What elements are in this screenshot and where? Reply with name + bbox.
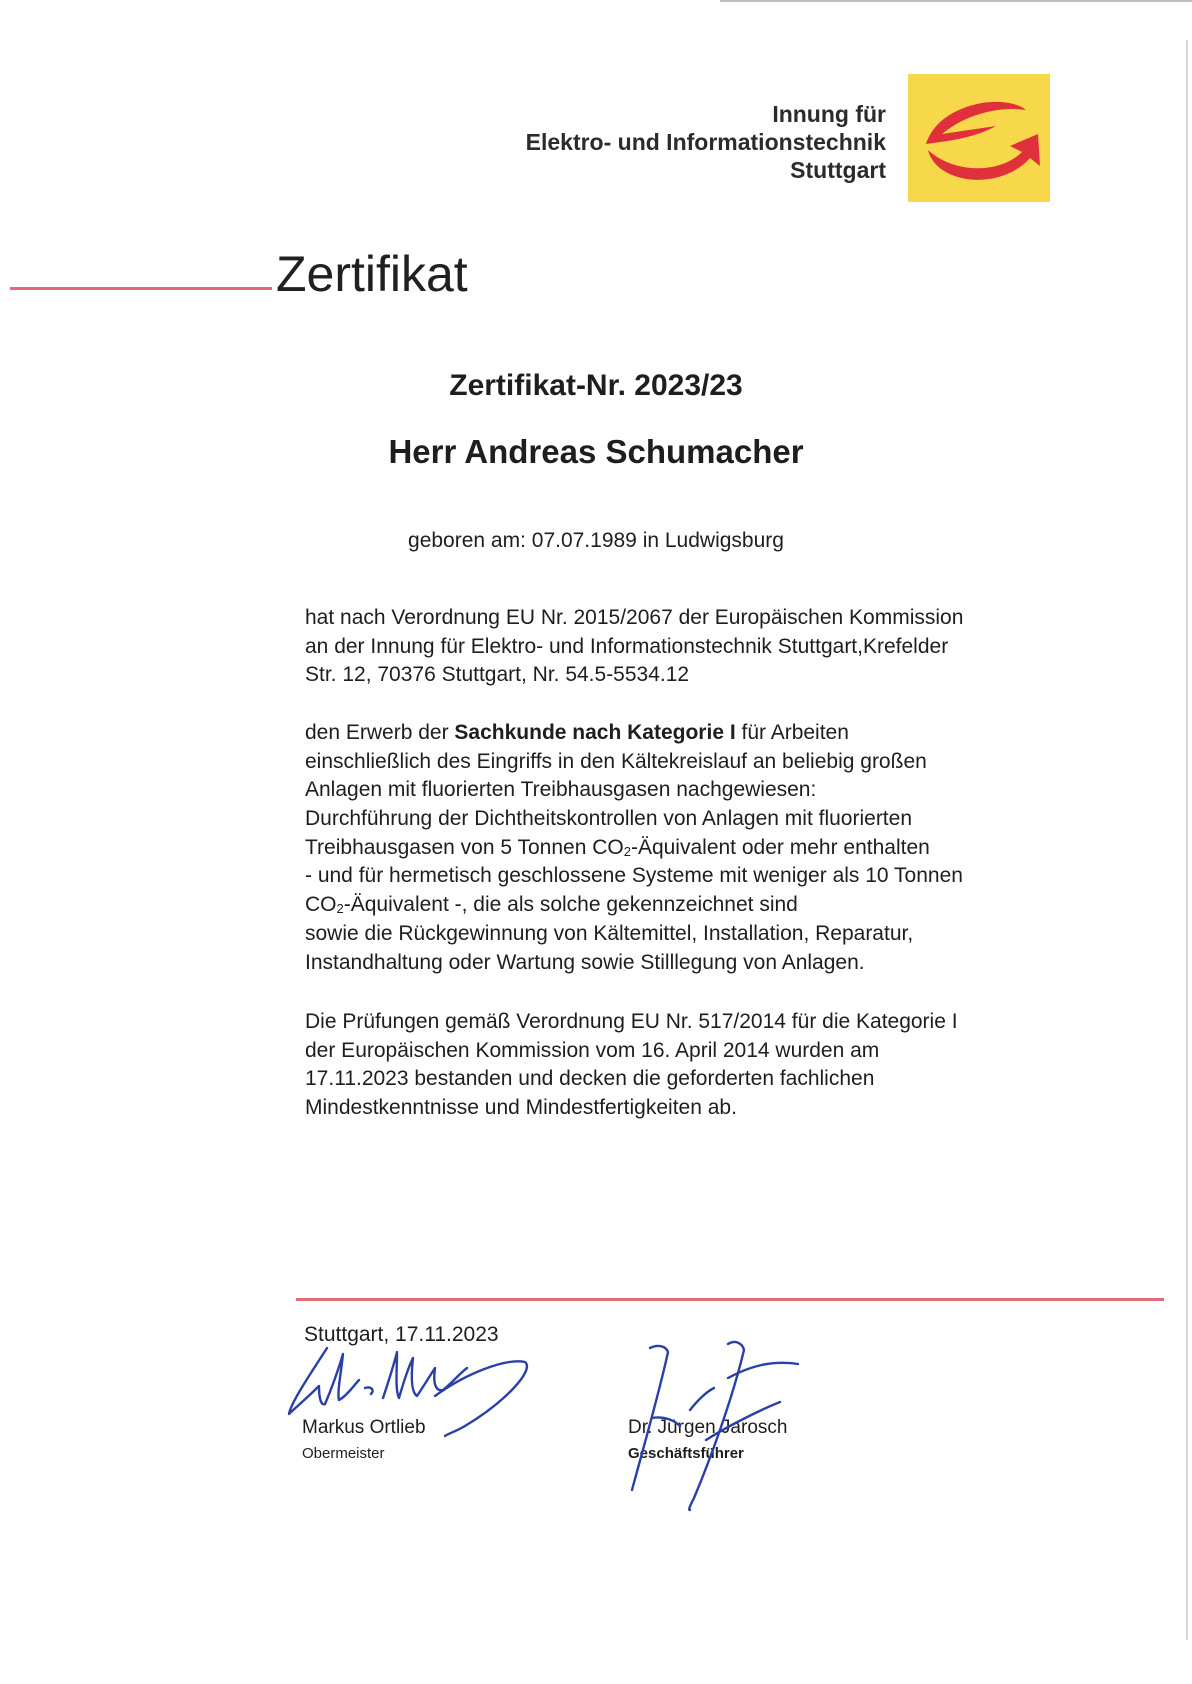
paragraph-qualification — [305, 719, 963, 977]
paragraph-line: - und für hermetisch geschlossene Systeme mit weniger als 10 Tonnen — [305, 864, 963, 888]
e-arrow-logo-icon — [908, 74, 1050, 202]
paragraph-line: der Europäischen Kommission vom 16. April 2014 wurden am — [305, 1038, 880, 1062]
paragraph-line: Str. 12, 70376 Stuttgart, Nr. 54.5-5534.12 — [305, 663, 690, 687]
recipient-name: Herr Andreas Schumacher — [388, 433, 804, 470]
paragraph-line: Durchführung der Dichtheitskontrollen von Anlagen mit fluorierten — [305, 807, 913, 831]
line-text: -Äquivalent oder mehr enthalten — [630, 835, 930, 859]
organization-name — [526, 100, 886, 184]
signatory-1-role: Obermeister — [302, 1445, 385, 1462]
organization-line-3: Stuttgart — [790, 157, 886, 183]
footer-rule — [296, 1298, 1164, 1301]
scan-top-edge — [720, 0, 1192, 2]
signature-2 — [610, 1330, 840, 1520]
birth-info: geboren am: 07.07.1989 in Ludwigsburg — [408, 529, 784, 552]
line-text: CO — [305, 893, 337, 917]
paragraph-line — [305, 834, 963, 863]
logo-graphic — [908, 74, 1050, 202]
paragraph-line: an der Innung für Elektro- und Informationstechnik Stuttgart,Krefelder — [305, 634, 949, 658]
paragraph-line — [305, 719, 963, 748]
paragraph-line: Instandhaltung oder Wartung sowie Stilllegung von Anlagen. — [305, 950, 865, 974]
title-rule — [10, 287, 272, 290]
paragraph-line: Mindestkenntnisse und Mindestfertigkeiten ab. — [305, 1096, 737, 1120]
qualification-category: Sachkunde nach Kategorie I — [454, 721, 736, 744]
place-date: Stuttgart, 17.11.2023 — [304, 1323, 499, 1346]
signature-1 — [285, 1340, 565, 1450]
paragraph-line: einschließlich des Eingriffs in den Kältekreislauf an beliebig großen — [305, 749, 927, 773]
paragraph-line: 17.11.2023 bestanden und decken die geforderten fachlichen — [305, 1067, 875, 1091]
subscript: 2 — [336, 901, 344, 917]
paragraph-line: sowie die Rückgewinnung von Kältemittel, Installation, Reparatur, — [305, 921, 914, 945]
line-text: Treibhausgasen von 5 Tonnen CO — [305, 835, 624, 859]
paragraph-line — [305, 891, 963, 920]
line-text: den Erwerb der — [305, 721, 455, 744]
paragraph-line: Die Prüfungen gemäß Verordnung EU Nr. 517/2014 für die Kategorie I — [305, 1010, 958, 1033]
line-text: für Arbeiten — [735, 721, 849, 744]
paragraph-examination — [305, 1008, 958, 1123]
certificate-number: Zertifikat-Nr. 2023/23 — [449, 369, 743, 402]
paragraph-line: Anlagen mit fluorierten Treibhausgasen nachgewiesen: — [305, 778, 817, 802]
paragraph-line: hat nach Verordnung EU Nr. 2015/2067 der Europäischen Kommission — [305, 606, 964, 629]
signatory-1-name: Markus Ortlieb — [302, 1417, 426, 1438]
signatory-2-name: Dr. Jürgen Jarosch — [628, 1417, 788, 1438]
paragraph-regulation — [305, 604, 963, 690]
subscript: 2 — [623, 843, 631, 859]
document-title: Zertifikat — [276, 246, 468, 302]
line-text: -Äquivalent -, die als solche gekennzeichnet sind — [343, 893, 798, 917]
organization-line-1: Innung für — [772, 101, 886, 127]
scan-right-edge — [1186, 40, 1188, 1640]
signatory-2-role: Geschäftsführer — [628, 1445, 744, 1462]
organization-line-2: Elektro- und Informationstechnik — [525, 129, 886, 155]
